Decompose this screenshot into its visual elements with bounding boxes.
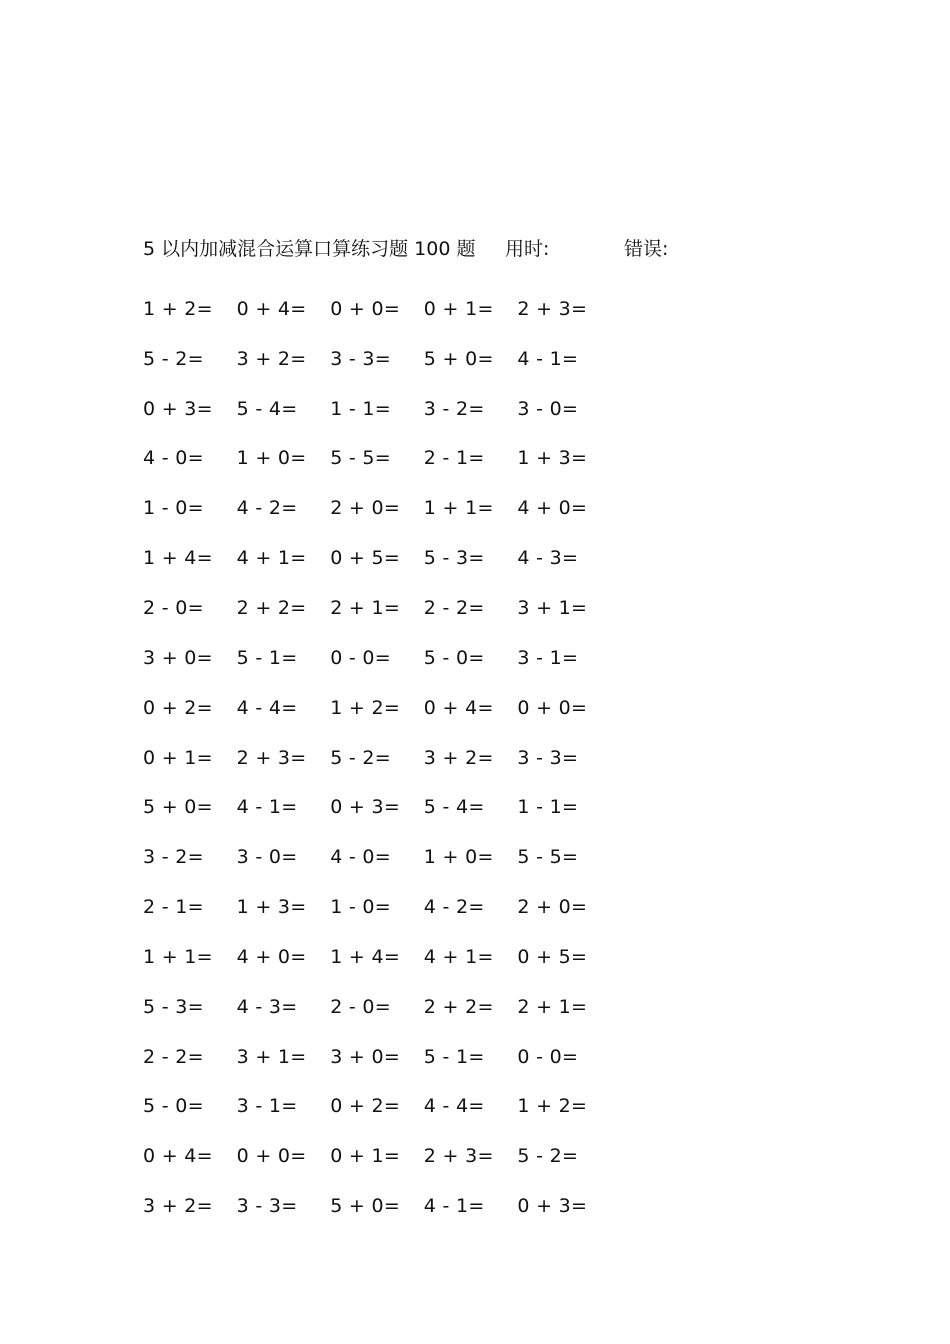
math-problem: 2 + 3= [517,297,588,320]
math-problem: 1 + 4= [143,547,213,570]
math-problem: 3 - 1= [236,1095,298,1118]
math-problem: 2 + 0= [330,497,401,520]
math-problem: 4 - 0= [330,846,392,869]
math-problem: 0 + 3= [330,796,401,819]
math-problem: 5 + 0= [330,1195,401,1218]
problem-row [143,483,643,533]
problem-row [143,1032,643,1082]
worksheet-title: 5 以内加减混合运算口算练习题 100 题 [143,238,476,260]
math-problem: 4 + 1= [236,547,307,570]
math-problem: 2 - 1= [423,447,485,470]
math-problem: 1 - 0= [330,896,392,919]
math-problem: 0 + 0= [517,696,588,719]
math-problem: 0 + 2= [330,1095,401,1118]
math-problem: 1 + 2= [143,297,213,320]
math-problem: 2 + 2= [236,596,307,619]
math-problem: 1 + 4= [330,945,401,968]
math-problem: 1 + 3= [236,896,307,919]
math-problem: 3 - 0= [236,846,298,869]
problem-row [143,533,643,583]
math-problem: 5 - 5= [517,846,579,869]
math-problem: 5 - 2= [517,1145,579,1168]
math-problem: 1 + 0= [236,447,307,470]
problem-row [143,733,643,783]
math-problem: 4 + 1= [423,945,494,968]
math-problem: 4 - 1= [423,1195,485,1218]
math-problem: 0 + 3= [517,1195,588,1218]
problem-row [143,334,643,384]
math-problem: 0 + 1= [143,746,213,769]
math-problem: 5 - 0= [423,646,485,669]
math-problem: 2 + 1= [330,596,401,619]
math-problem: 5 + 0= [143,796,213,819]
math-problem: 0 + 0= [330,297,401,320]
time-used-label: 用时: [505,238,550,260]
problem-row [143,1082,643,1132]
problem-row [143,1131,643,1181]
math-problem: 2 - 0= [330,995,392,1018]
math-problem: 0 + 4= [236,297,307,320]
math-problem: 0 + 0= [236,1145,307,1168]
math-problem: 4 - 0= [143,447,204,470]
problem-row [143,683,643,733]
math-problem: 1 - 1= [517,796,579,819]
math-problem: 4 - 2= [236,497,298,520]
math-problem: 5 - 5= [330,447,392,470]
math-problem: 5 - 3= [423,547,485,570]
math-problem: 1 + 0= [423,846,494,869]
worksheet-header [143,234,843,264]
math-problem: 5 - 2= [330,746,392,769]
math-problem: 0 + 2= [143,696,213,719]
math-problem: 4 - 4= [236,696,298,719]
math-problem: 4 - 4= [423,1095,485,1118]
problem-row [143,882,643,932]
math-problem: 0 + 3= [143,397,213,420]
math-problem: 4 + 0= [236,945,307,968]
math-problem: 0 + 4= [143,1145,213,1168]
math-problem: 0 + 5= [330,547,401,570]
error-count-label: 错误: [624,238,669,260]
math-problem: 0 + 5= [517,945,588,968]
math-problem: 3 - 2= [423,397,485,420]
math-problem: 4 - 1= [517,347,579,370]
math-problem: 5 - 1= [236,646,298,669]
math-problem: 2 + 2= [423,995,494,1018]
math-problem: 3 - 3= [330,347,392,370]
problem-row [143,633,643,683]
math-problem: 2 - 1= [143,896,204,919]
problem-row [143,583,643,633]
math-problem: 3 - 3= [236,1195,298,1218]
math-problem: 4 - 3= [517,547,579,570]
math-problem: 5 + 0= [423,347,494,370]
math-problem: 2 + 0= [517,896,588,919]
math-problem: 3 - 1= [517,646,579,669]
problem-row [143,434,643,484]
math-problem: 0 + 1= [330,1145,401,1168]
math-problem: 1 + 2= [517,1095,588,1118]
problem-grid [143,284,643,1231]
math-problem: 3 + 2= [423,746,494,769]
math-problem: 2 - 0= [143,596,204,619]
problem-row [143,932,643,982]
math-problem: 4 + 0= [517,497,588,520]
math-problem: 4 - 3= [236,995,298,1018]
math-problem: 3 + 0= [143,646,213,669]
problem-row [143,384,643,434]
math-problem: 5 - 0= [143,1095,204,1118]
math-problem: 1 + 1= [423,497,494,520]
math-problem: 2 + 1= [517,995,588,1018]
math-problem: 1 + 3= [517,447,588,470]
math-problem: 4 - 1= [236,796,298,819]
problem-row [143,1181,643,1231]
math-problem: 3 + 1= [236,1045,307,1068]
math-problem: 2 + 3= [423,1145,494,1168]
math-problem: 4 - 2= [423,896,485,919]
math-problem: 5 - 4= [423,796,485,819]
math-problem: 5 - 2= [143,347,204,370]
math-problem: 1 - 0= [143,497,204,520]
problem-row [143,284,643,334]
math-problem: 0 - 0= [330,646,392,669]
math-problem: 3 + 1= [517,596,588,619]
math-problem: 3 + 2= [236,347,307,370]
math-problem: 0 + 4= [423,696,494,719]
math-problem: 3 - 2= [143,846,204,869]
math-problem: 2 + 3= [236,746,307,769]
math-problem: 0 - 0= [517,1045,579,1068]
math-problem: 3 - 3= [517,746,579,769]
math-problem: 5 - 3= [143,995,204,1018]
math-problem: 1 - 1= [330,397,392,420]
math-problem: 5 - 4= [236,397,298,420]
math-problem: 0 + 1= [423,297,494,320]
problem-row [143,982,643,1032]
math-problem: 3 + 2= [143,1195,213,1218]
math-problem: 3 - 0= [517,397,579,420]
problem-row [143,782,643,832]
math-problem: 3 + 0= [330,1045,401,1068]
math-problem: 2 - 2= [143,1045,204,1068]
math-problem: 5 - 1= [423,1045,485,1068]
math-problem: 1 + 2= [330,696,401,719]
math-problem: 2 - 2= [423,596,485,619]
problem-row [143,832,643,882]
math-problem: 1 + 1= [143,945,213,968]
